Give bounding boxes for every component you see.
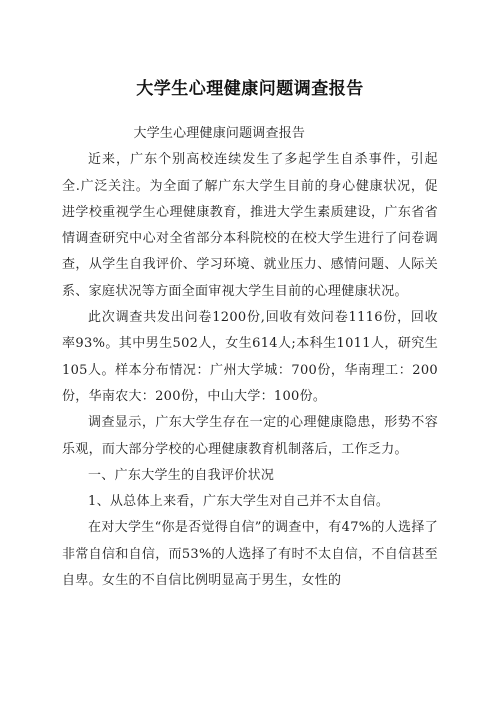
body-paragraph: 近来，广东个别高校连续发生了多起学生自杀事件，引起全.广泛关注。为全面了解广东大学生目前的身心健康状况，促进学校重视学生心理健康教育，推进大学生素质建设，广东省省情调查研究中心对全省部分本科院校的在校大学生进行了问卷调查，从学生自我评价、学习环境、就业压力、感情问题、人际关系、家庭状况等方面全面审视大学生目前的心理健康状况。 — [62, 152, 438, 299]
body-paragraph: 调查显示，广东大学生存在一定的心理健康隐患，形势不容乐观，而大部分学校的心理健康教育机制落后，工作乏力。 — [62, 415, 438, 457]
section-heading: 一、广东大学生的自我评价状况 — [88, 467, 275, 483]
body-paragraph: 此次调查共发出问卷1200份,回收有效问卷1116份，回收率93%。其中男生502人，女生614人;本科生1011人，研究生105人。样本分布情况：广州大学城：700份，华南理工：200份，华南农大：200份，中山大学：100份。 — [62, 310, 438, 404]
subtitle-paragraph: 大学生心理健康问题调查报告 — [133, 126, 306, 141]
document-body — [62, 121, 438, 594]
body-paragraph: 1、从总体上来看，广东大学生对自己并不太自信。 — [88, 494, 390, 510]
body-paragraph: 在对大学生“你是否觉得自信”的调查中，有47%的人选择了非常自信和自信，而53%的人选择了有时不太自信，不自信甚至自卑。女生的不自信比例明显高于男生，女性的 — [62, 520, 438, 589]
document-title: 大学生心理健康问题调查报告 — [136, 79, 364, 99]
